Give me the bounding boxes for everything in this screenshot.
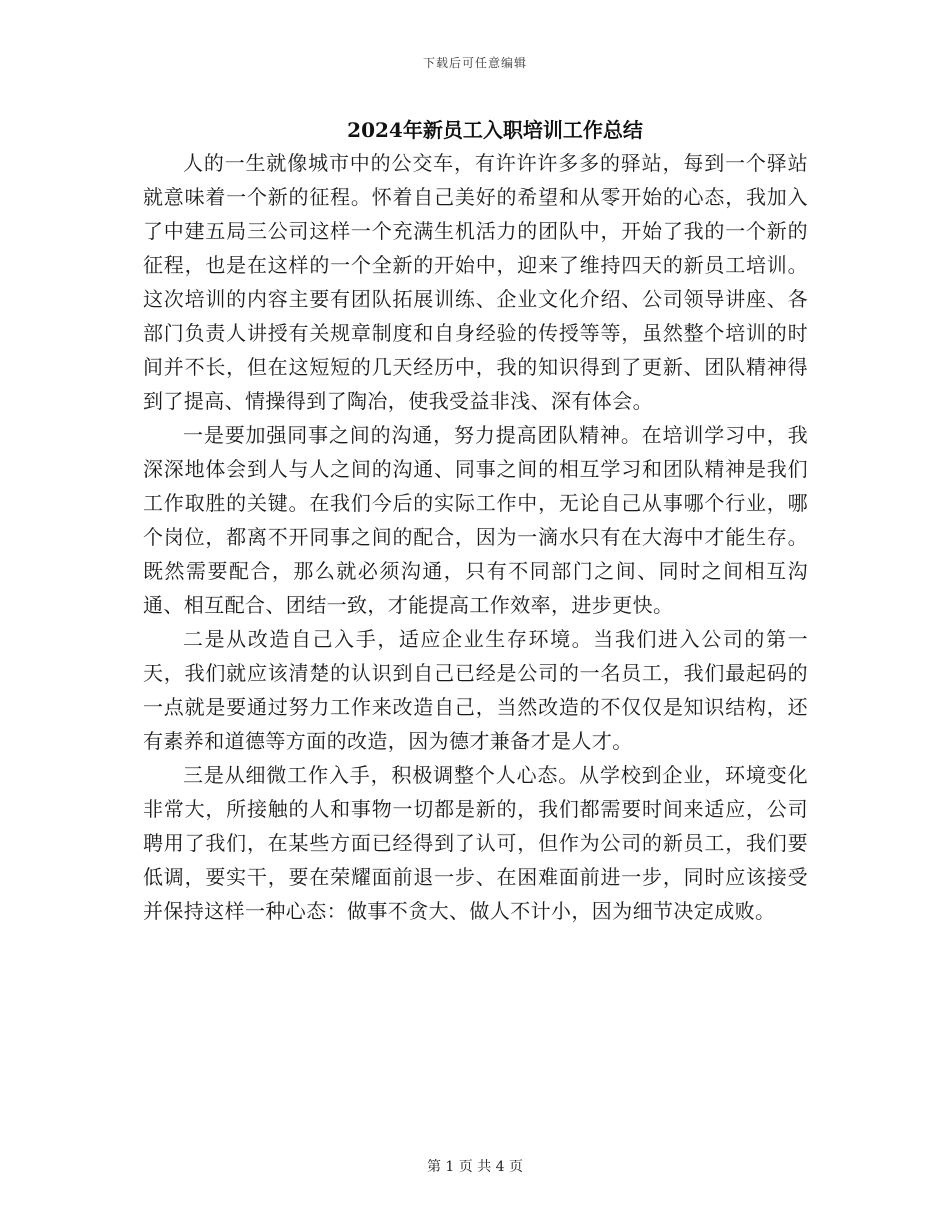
paragraph: 人的一生就像城市中的公交车，有许许许多多的驿站，每到一个驿站就意味着一个新的征程。怀着自己美好的希望和从零开始的心态，我加入了中建五局三公司这样一个充满生机活力的团队中，开始了我的一个新的征程，也是在这样的一个全新的开始中，迎来了维持四天的新员工培训。这次培训的内容主要有团队拓展训练、企业文化介绍、公司领导讲座、各部门负责人讲授有关规章制度和自身经验的传授等等，虽然整个培训的时间并不长，但在这短短的几天经历中，我的知识得到了更新、团队精神得到了提高、情操得到了陶冶，使我受益非浅、深有体会。 xyxy=(143,151,808,413)
document-body xyxy=(143,146,808,928)
paragraph: 三是从细微工作入手，积极调整个人心态。从学校到企业，环境变化非常大，所接触的人和事物一切都是新的，我们都需要时间来适应，公司聘用了我们，在某些方面已经得到了认可，但作为公司的新员工，我们要低调，要实干，要在荣耀面前退一步、在困难面前进一步，同时应该接受并保持这样一种心态：做事不贪大、做人不计小，因为细节决定成败。 xyxy=(143,763,808,923)
document-title: 2024年新员工入职培训工作总结 xyxy=(347,118,643,142)
paragraph: 二是从改造自己入手，适应企业生存环境。当我们进入公司的第一天，我们就应该清楚的认识到自己已经是公司的一名员工，我们最起码的一点就是要通过努力工作来改造自己，当然改造的不仅仅是知识结构，还有素养和道德等方面的改造，因为德才兼备才是人才。 xyxy=(143,627,808,753)
header-note: 下载后可任意编辑 xyxy=(422,56,527,70)
page-number: 第 1 页 共 4 页 xyxy=(426,1159,524,1175)
paragraph: 一是要加强同事之间的沟通，努力提高团队精神。在培训学习中，我深深地体会到人与人之间的沟通、同事之间的相互学习和团队精神是我们工作取胜的关键。在我们今后的实际工作中，无论自己从事哪个行业，哪个岗位，都离不开同事之间的配合，因为一滴水只有在大海中才能生存。既然需要配合，那么就必须沟通，只有不同部门之间、同时之间相互沟通、相互配合、团结一致，才能提高工作效率，进步更快。 xyxy=(143,423,808,617)
